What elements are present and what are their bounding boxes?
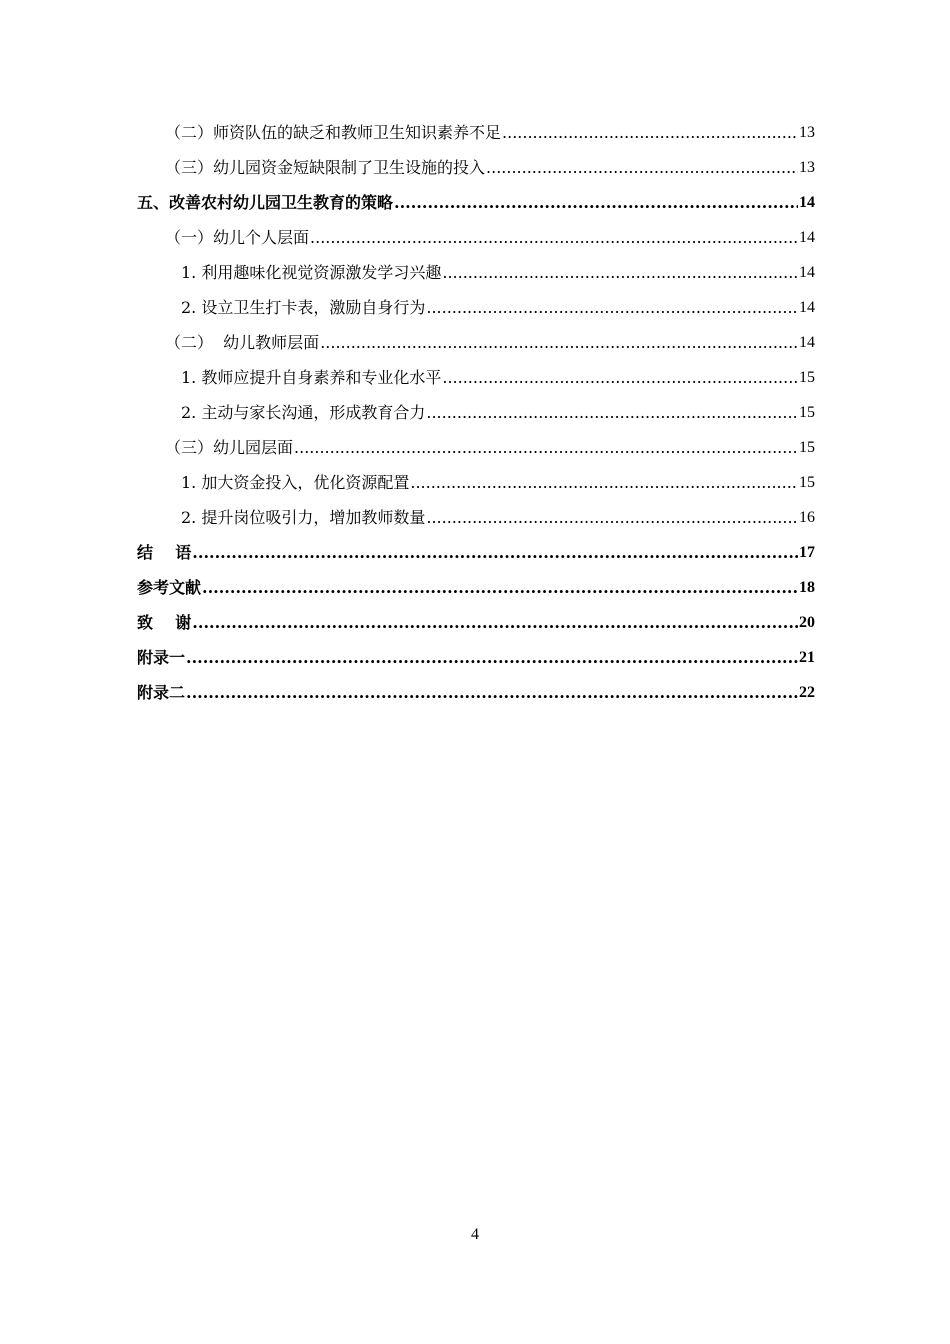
toc-entry-title: 2. 设立卫生打卡表，激励自身行为 — [181, 298, 426, 317]
toc-entry-page: 21 — [799, 649, 815, 666]
toc-leader-dots — [442, 263, 798, 283]
toc-entry-page: 22 — [799, 684, 815, 701]
toc-entry-title: 附录二 — [137, 683, 186, 702]
toc-entry-page: 20 — [799, 614, 815, 631]
toc-entry-page: 14 — [799, 194, 815, 211]
toc-entry-page: 14 — [799, 264, 815, 281]
toc-leader-dots — [426, 508, 798, 528]
toc-entry-page: 14 — [799, 299, 815, 316]
toc-entry-page: 15 — [799, 369, 815, 386]
toc-entry[interactable] — [137, 143, 815, 178]
toc-entry[interactable] — [137, 458, 815, 493]
toc-entry[interactable] — [137, 213, 815, 248]
toc-entry-title: 1. 利用趣味化视觉资源激发学习兴趣 — [181, 263, 442, 282]
toc-leader-dots — [192, 543, 798, 563]
toc-entry-page: 16 — [799, 509, 815, 526]
toc-entry-title: 五、改善农村幼儿园卫生教育的策略 — [137, 193, 394, 212]
toc-leader-dots — [202, 578, 798, 598]
toc-entry[interactable] — [137, 283, 815, 318]
toc-leader-dots — [294, 438, 798, 458]
toc-entry-title: （一）幼儿个人层面 — [165, 228, 310, 247]
toc-entry-title: 1. 加大资金投入，优化资源配置 — [181, 473, 410, 492]
toc-leader-dots — [394, 193, 798, 213]
toc-entry[interactable] — [137, 493, 815, 528]
page-number: 4 — [471, 1226, 479, 1243]
toc-entry-page: 14 — [799, 334, 815, 351]
toc-leader-dots — [310, 228, 798, 248]
toc-entry[interactable] — [137, 423, 815, 458]
toc-entry-title: 结 语 — [137, 543, 192, 562]
toc-entry-title: 2. 主动与家长沟通，形成教育合力 — [181, 403, 426, 422]
toc-entry[interactable] — [137, 668, 815, 703]
toc-leader-dots — [442, 368, 798, 388]
toc-entry-title: （三）幼儿园资金短缺限制了卫生设施的投入 — [165, 158, 486, 177]
toc-entry-title: 参考文献 — [137, 578, 202, 597]
table-of-contents — [137, 108, 815, 703]
toc-entry[interactable] — [137, 633, 815, 668]
toc-leader-dots — [426, 298, 798, 318]
toc-entry-page: 13 — [799, 159, 815, 176]
toc-leader-dots — [502, 123, 798, 143]
toc-entry[interactable] — [137, 563, 815, 598]
toc-entry-page: 13 — [799, 124, 815, 141]
toc-entry[interactable] — [137, 248, 815, 283]
toc-leader-dots — [192, 613, 798, 633]
toc-entry[interactable] — [137, 318, 815, 353]
toc-leader-dots — [320, 333, 798, 353]
toc-entry[interactable] — [137, 108, 815, 143]
toc-entry[interactable] — [137, 598, 815, 633]
toc-entry-title: 致 谢 — [137, 613, 192, 632]
toc-entry-page: 18 — [799, 579, 815, 596]
toc-entry-page: 15 — [799, 439, 815, 456]
toc-entry-title: （三）幼儿园层面 — [165, 438, 294, 457]
toc-leader-dots — [410, 473, 798, 493]
toc-entry-page: 15 — [799, 474, 815, 491]
toc-entry-title: 1. 教师应提升自身素养和专业化水平 — [181, 368, 442, 387]
toc-entry-title: 2. 提升岗位吸引力，增加教师数量 — [181, 508, 426, 527]
toc-leader-dots — [186, 648, 798, 668]
toc-entry-page: 14 — [799, 229, 815, 246]
toc-entry[interactable] — [137, 178, 815, 213]
toc-leader-dots — [426, 403, 798, 423]
toc-entry-title: （二）师资队伍的缺乏和教师卫生知识素养不足 — [165, 123, 502, 142]
toc-entry-page: 15 — [799, 404, 815, 421]
toc-entry[interactable] — [137, 528, 815, 563]
toc-entry-page: 17 — [799, 544, 815, 561]
toc-entry[interactable] — [137, 353, 815, 388]
toc-leader-dots — [186, 683, 798, 703]
toc-entry-title: （二） 幼儿教师层面 — [165, 333, 320, 352]
toc-leader-dots — [486, 158, 798, 178]
toc-entry[interactable] — [137, 388, 815, 423]
toc-entry-title: 附录一 — [137, 648, 186, 667]
